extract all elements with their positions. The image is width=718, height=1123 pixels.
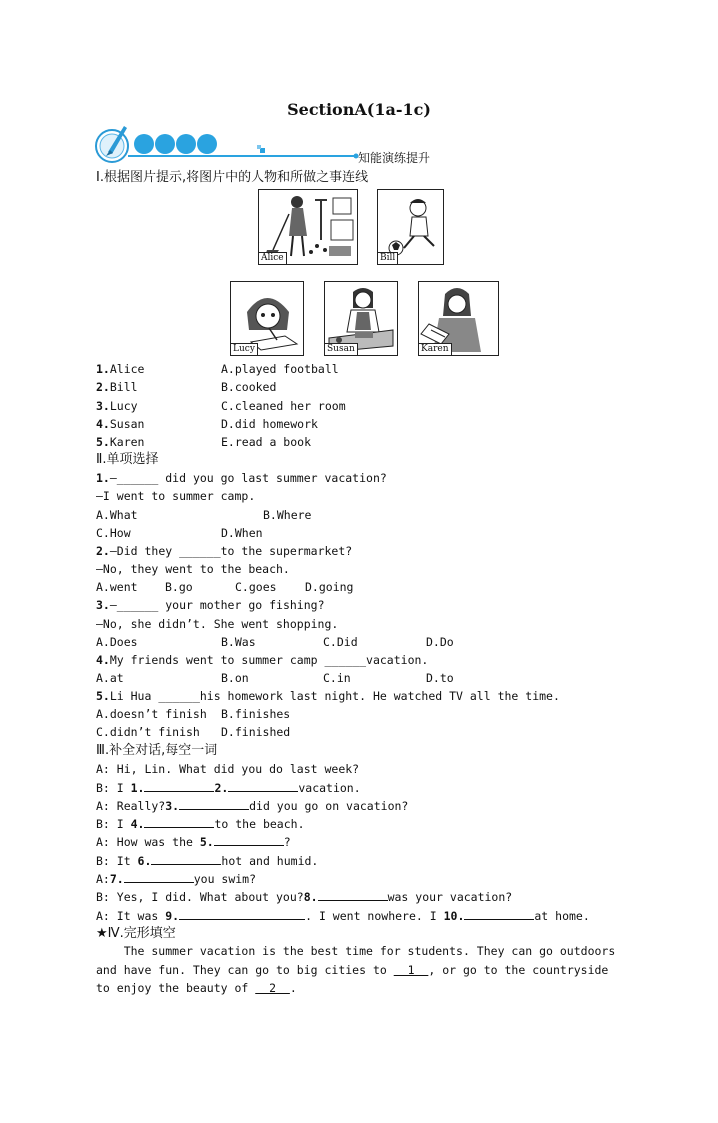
dialogue-text: A: bbox=[96, 872, 110, 886]
answer-blank[interactable] bbox=[214, 834, 284, 846]
answer-blank[interactable] bbox=[179, 798, 249, 810]
picture-label: Bill bbox=[377, 252, 398, 265]
blank-number: 2. bbox=[214, 781, 229, 795]
answer-line: —I went to summer camp. bbox=[96, 489, 256, 503]
option: C.How bbox=[96, 526, 131, 540]
section-4-heading: ★Ⅳ.完形填空 bbox=[96, 926, 176, 941]
question-text: Li Hua ______his homework last night. He watched TV all the time. bbox=[109, 689, 560, 703]
blank-number: 10. bbox=[443, 909, 465, 923]
passage-text: and have fun. They can go to big cities to bbox=[96, 963, 394, 977]
answer-blank[interactable] bbox=[124, 871, 194, 883]
option: C.didn’t finish bbox=[96, 725, 200, 739]
question-2 bbox=[96, 544, 352, 558]
picture-susan bbox=[324, 281, 398, 356]
blank-number: 7. bbox=[109, 872, 124, 886]
blank-number: 1. bbox=[130, 781, 145, 795]
option: C.Did bbox=[323, 635, 358, 649]
blank-number: 6. bbox=[137, 854, 152, 868]
dialogue-text: was your vacation? bbox=[387, 890, 513, 904]
person-name: Karen bbox=[109, 435, 145, 449]
blank-number: 4. bbox=[130, 817, 145, 831]
blank-number: 5. bbox=[199, 835, 214, 849]
question-5 bbox=[96, 689, 560, 703]
question-number: 4. bbox=[96, 653, 110, 667]
dialogue-text: A: How was the bbox=[96, 835, 200, 849]
picture-label: Susan bbox=[324, 343, 358, 356]
question-text: —______ did you go last summer vacation? bbox=[109, 471, 387, 485]
row-number: 5. bbox=[96, 435, 110, 449]
row-number: 1. bbox=[96, 362, 110, 376]
dialogue-line bbox=[96, 798, 408, 813]
question-text: —______ your mother go fishing? bbox=[109, 598, 325, 612]
match-row bbox=[96, 399, 138, 413]
dialogue-text: B: I bbox=[96, 781, 131, 795]
option: A.at bbox=[96, 671, 124, 685]
option: C.in bbox=[323, 671, 351, 685]
passage-line: The summer vacation is the best time for students. They can go outdoors bbox=[96, 944, 616, 958]
dialogue-line bbox=[96, 871, 256, 886]
dialogue-line bbox=[96, 816, 305, 831]
option: D.Do bbox=[426, 635, 454, 649]
passage-line bbox=[96, 981, 297, 995]
dialogue-text: did you go on vacation? bbox=[249, 799, 409, 813]
picture-label: Karen bbox=[418, 343, 452, 356]
answer-line: —No, they went to the beach. bbox=[96, 562, 290, 576]
cloze-blank-1[interactable]: 1 bbox=[393, 963, 429, 977]
dialogue-text: B: I bbox=[96, 817, 131, 831]
question-number: 1. bbox=[96, 471, 110, 485]
dialogue-line bbox=[96, 908, 590, 923]
activity-option: C.cleaned her room bbox=[221, 399, 346, 413]
option: D.When bbox=[221, 526, 263, 540]
answer-line: —No, she didn’t. She went shopping. bbox=[96, 617, 339, 631]
dialogue-text: to the beach. bbox=[214, 817, 305, 831]
question-number: 5. bbox=[96, 689, 110, 703]
person-name: Bill bbox=[109, 380, 138, 394]
answer-blank[interactable] bbox=[144, 816, 214, 828]
passage-text: , or go to the countryside bbox=[428, 963, 609, 977]
question-3 bbox=[96, 598, 325, 612]
answer-blank[interactable] bbox=[151, 853, 221, 865]
activity-option: E.read a book bbox=[221, 435, 312, 449]
answer-blank[interactable] bbox=[179, 908, 305, 920]
dialogue-line bbox=[96, 834, 291, 849]
row-number: 2. bbox=[96, 380, 110, 394]
answer-blank[interactable] bbox=[228, 780, 298, 792]
answer-blank[interactable] bbox=[464, 908, 534, 920]
person-name: Susan bbox=[109, 417, 145, 431]
option: B.finishes bbox=[221, 707, 291, 721]
passage-line bbox=[96, 963, 608, 977]
option: A.What bbox=[96, 508, 138, 522]
picture-label: Alice bbox=[258, 252, 287, 265]
blank-number: 9. bbox=[165, 909, 180, 923]
row-number: 4. bbox=[96, 417, 110, 431]
dialogue-line bbox=[96, 780, 361, 795]
question-number: 2. bbox=[96, 544, 110, 558]
person-name: Alice bbox=[109, 362, 145, 376]
section-1-heading: Ⅰ.根据图片提示,将图片中的人物和所做之事连线 bbox=[96, 170, 369, 185]
banner-label: 知能演练提升 bbox=[358, 151, 431, 165]
question-text: —Did they ______to the supermarket? bbox=[109, 544, 353, 558]
picture-label: Lucy bbox=[230, 343, 258, 356]
dialogue-text: B: It bbox=[96, 854, 138, 868]
section-2-heading: Ⅱ.单项选择 bbox=[96, 452, 159, 467]
dialogue-line bbox=[96, 889, 512, 904]
activity-option: B.cooked bbox=[221, 380, 277, 394]
question-4 bbox=[96, 653, 428, 667]
picture-lucy bbox=[230, 281, 304, 356]
passage-text: . bbox=[289, 981, 297, 995]
match-row bbox=[96, 417, 144, 431]
match-row bbox=[96, 435, 144, 449]
option: A.doesn’t finish bbox=[96, 707, 207, 721]
answer-blank[interactable] bbox=[144, 780, 214, 792]
picture-karen bbox=[418, 281, 499, 356]
section-banner bbox=[94, 122, 444, 166]
dialogue-text: . I went nowhere. I bbox=[305, 909, 444, 923]
option: C.goes bbox=[235, 580, 277, 594]
option: D.to bbox=[426, 671, 454, 685]
person-name: Lucy bbox=[109, 399, 138, 413]
picture-bill bbox=[377, 189, 444, 265]
dialogue-text: hot and humid. bbox=[221, 854, 319, 868]
dialogue-text: B: Yes, I did. What about you? bbox=[96, 890, 304, 904]
option: A.Does bbox=[96, 635, 138, 649]
dialogue-text: A: It was bbox=[96, 909, 166, 923]
passage-text: to enjoy the beauty of bbox=[96, 981, 256, 995]
option: B.Was bbox=[221, 635, 256, 649]
option: B.Where bbox=[263, 508, 312, 522]
match-row bbox=[96, 362, 144, 376]
blank-number: 3. bbox=[165, 799, 180, 813]
question-number: 3. bbox=[96, 598, 110, 612]
option: B.on bbox=[221, 671, 249, 685]
dialogue-text: vacation. bbox=[298, 781, 361, 795]
activity-option: D.did homework bbox=[221, 417, 318, 431]
dialogue-text: you swim? bbox=[193, 872, 257, 886]
option: A.went bbox=[96, 580, 138, 594]
activity-option: A.played football bbox=[221, 362, 339, 376]
option: D.going bbox=[305, 580, 354, 594]
picture-alice bbox=[258, 189, 358, 265]
page-title: SectionA(1a-1c) bbox=[287, 100, 431, 119]
answer-blank[interactable] bbox=[318, 889, 388, 901]
blank-number: 8. bbox=[303, 890, 318, 904]
section-3-heading: Ⅲ.补全对话,每空一词 bbox=[96, 743, 218, 758]
dialogue-text: A: Really? bbox=[96, 799, 166, 813]
option: D.finished bbox=[221, 725, 291, 739]
dialogue-text: ? bbox=[283, 835, 291, 849]
question-1 bbox=[96, 471, 387, 485]
dialogue-line bbox=[96, 853, 318, 868]
dialogue-text: at home. bbox=[534, 909, 590, 923]
question-text: My friends went to summer camp ______vacation. bbox=[109, 653, 429, 667]
cloze-blank-2[interactable]: 2 bbox=[255, 981, 290, 995]
dialogue-line: A: Hi, Lin. What did you do last week? bbox=[96, 762, 360, 776]
option: B.go bbox=[165, 580, 193, 594]
match-row bbox=[96, 380, 138, 394]
row-number: 3. bbox=[96, 399, 110, 413]
